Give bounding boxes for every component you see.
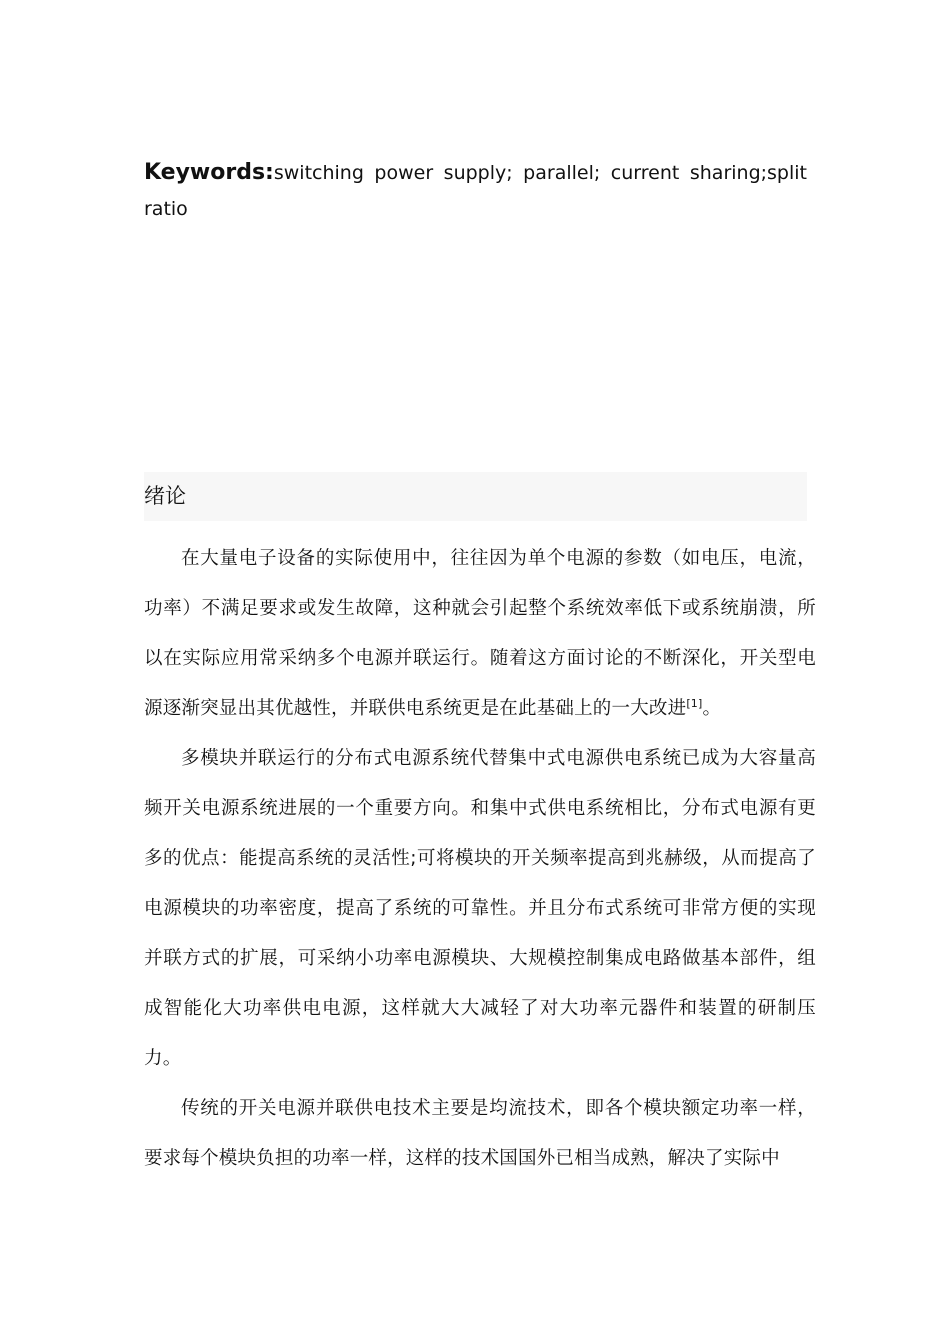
section-heading — [144, 472, 807, 521]
body-text — [144, 534, 816, 1184]
paragraph-3 — [144, 1084, 816, 1184]
citation-ref: [1] — [686, 697, 703, 710]
paragraph-1-tail: 。 — [702, 698, 722, 719]
paragraph-1-text: 在大量电子设备的实际使用中，往往因为单个电源的参数（如电压，电流，功率）不满足要求或发生故障，这种就会引起整个系统效率低下或系统崩溃，所以在实际应用常采纳多个电源并联运行。随着这方面讨论的不断深化，开关型电源逐渐突显出其优越性，并联供电系统更是在此基础上的一大改进 — [144, 548, 816, 719]
keywords-line — [144, 155, 807, 227]
section-title: 绪论 — [144, 484, 186, 508]
keywords-text: switching power supply; parallel; current sharing;split ratio — [144, 162, 807, 220]
keywords-label: Keywords: — [144, 160, 274, 185]
paragraph-2 — [144, 734, 816, 1084]
paragraph-2-text: 多模块并联运行的分布式电源系统代替集中式电源供电系统已成为大容量高频开关电源系统进展的一个重要方向。和集中式供电系统相比，分布式电源有更多的优点：能提高系统的灵活性;可将模块的开关频率提高到兆赫级，从而提高了电源模块的功率密度，提高了系统的可靠性。并且分布式系统可非常方便的实现并联方式的扩展，可采纳小功率电源模块、大规模控制集成电路做基本部件，组成智能化大功率供电电源，这样就大大减轻了对大功率元器件和装置的研制压力。 — [144, 748, 816, 1069]
paragraph-1 — [144, 534, 816, 734]
paragraph-3-text: 传统的开关电源并联供电技术主要是均流技术，即各个模块额定功率一样，要求每个模块负担的功率一样，这样的技术国国外已相当成熟，解决了实际中 — [144, 1098, 816, 1169]
